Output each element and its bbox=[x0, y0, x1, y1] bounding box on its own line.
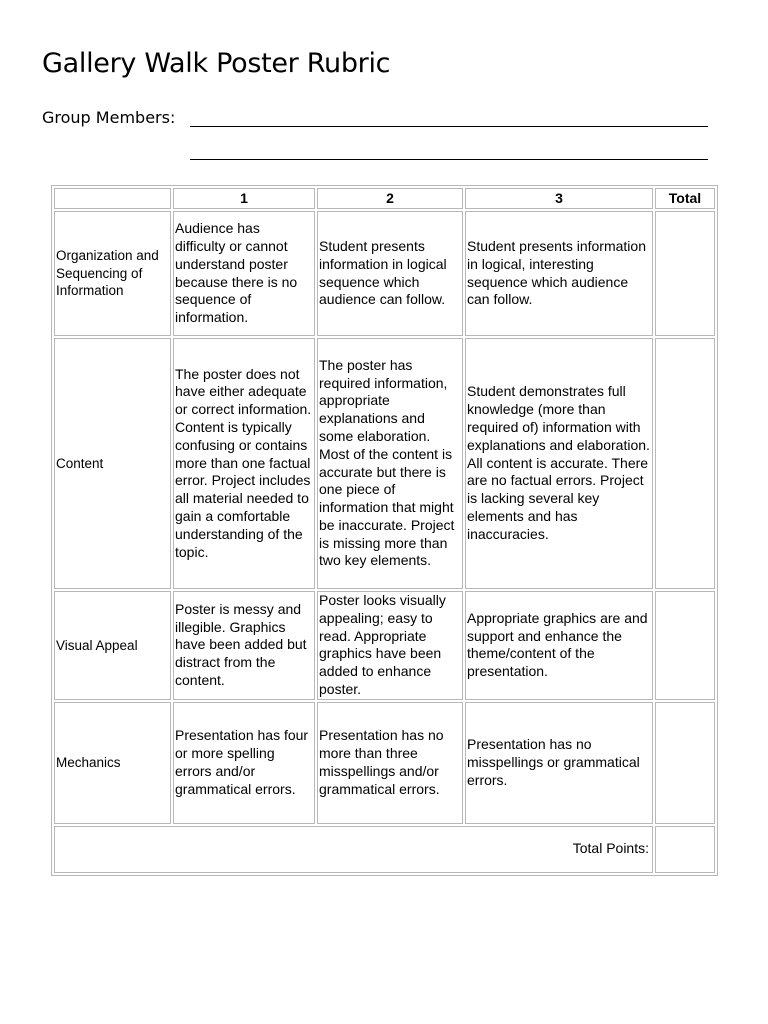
header-row bbox=[54, 188, 715, 209]
rubric-table bbox=[51, 185, 718, 876]
score-2-cell: Student presents information in logical sequence which audience can follow. bbox=[317, 211, 463, 336]
group-members-label: Group Members: bbox=[42, 108, 176, 127]
total-points-value bbox=[655, 826, 715, 873]
header-cell-score-3: 3 bbox=[465, 188, 653, 209]
total-cell bbox=[655, 211, 715, 336]
total-cell bbox=[655, 591, 715, 700]
table-row bbox=[54, 211, 715, 336]
header-cell-score-2: 2 bbox=[317, 188, 463, 209]
score-2-cell: The poster has required information, appropriate explanations and some elaboration. Most of the content is accurate but there is one piece of information that might be inaccurate. Project is missing more than two key elements. bbox=[317, 338, 463, 589]
score-1-cell: The poster does not have either adequate or correct information. Content is typically confusing or contains more than one factual error. Project includes all material needed to gain a comfortable understanding of the topic. bbox=[173, 338, 315, 589]
criterion-cell: Content bbox=[54, 338, 171, 589]
criterion-cell: Organization and Sequencing of Information bbox=[54, 211, 171, 336]
criterion-cell: Visual Appeal bbox=[54, 591, 171, 700]
table-row bbox=[54, 702, 715, 824]
total-cell bbox=[655, 338, 715, 589]
score-3-cell: Presentation has no misspellings or grammatical errors. bbox=[465, 702, 653, 824]
total-points-label: Total Points: bbox=[54, 826, 653, 873]
total-cell bbox=[655, 702, 715, 824]
score-3-cell: Appropriate graphics are and support and enhance the theme/content of the presentation. bbox=[465, 591, 653, 700]
group-members-line-2 bbox=[190, 159, 708, 160]
score-1-cell: Poster is messy and illegible. Graphics have been added but distract from the content. bbox=[173, 591, 315, 700]
page-title: Gallery Walk Poster Rubric bbox=[42, 48, 391, 79]
header-cell-criterion bbox=[54, 188, 171, 209]
score-1-cell: Presentation has four or more spelling errors and/or grammatical errors. bbox=[173, 702, 315, 824]
group-members-line-1 bbox=[190, 126, 708, 127]
score-2-cell: Presentation has no more than three misspellings and/or grammatical errors. bbox=[317, 702, 463, 824]
score-3-cell: Student demonstrates full knowledge (more than required of) information with explanations and elaboration. All content is accurate. There are no factual errors. Project is lacking several key elements and has inaccuracies. bbox=[465, 338, 653, 589]
score-2-cell: Poster looks visually appealing; easy to read. Appropriate graphics have been added to enhance poster. bbox=[317, 591, 463, 700]
score-3-cell: Student presents information in logical, interesting sequence which audience can follow. bbox=[465, 211, 653, 336]
total-points-row bbox=[54, 826, 715, 873]
table-row bbox=[54, 338, 715, 589]
table-row bbox=[54, 591, 715, 700]
header-cell-score-1: 1 bbox=[173, 188, 315, 209]
header-cell-total: Total bbox=[655, 188, 715, 209]
criterion-cell: Mechanics bbox=[54, 702, 171, 824]
score-1-cell: Audience has difficulty or cannot understand poster because there is no sequence of information. bbox=[173, 211, 315, 336]
